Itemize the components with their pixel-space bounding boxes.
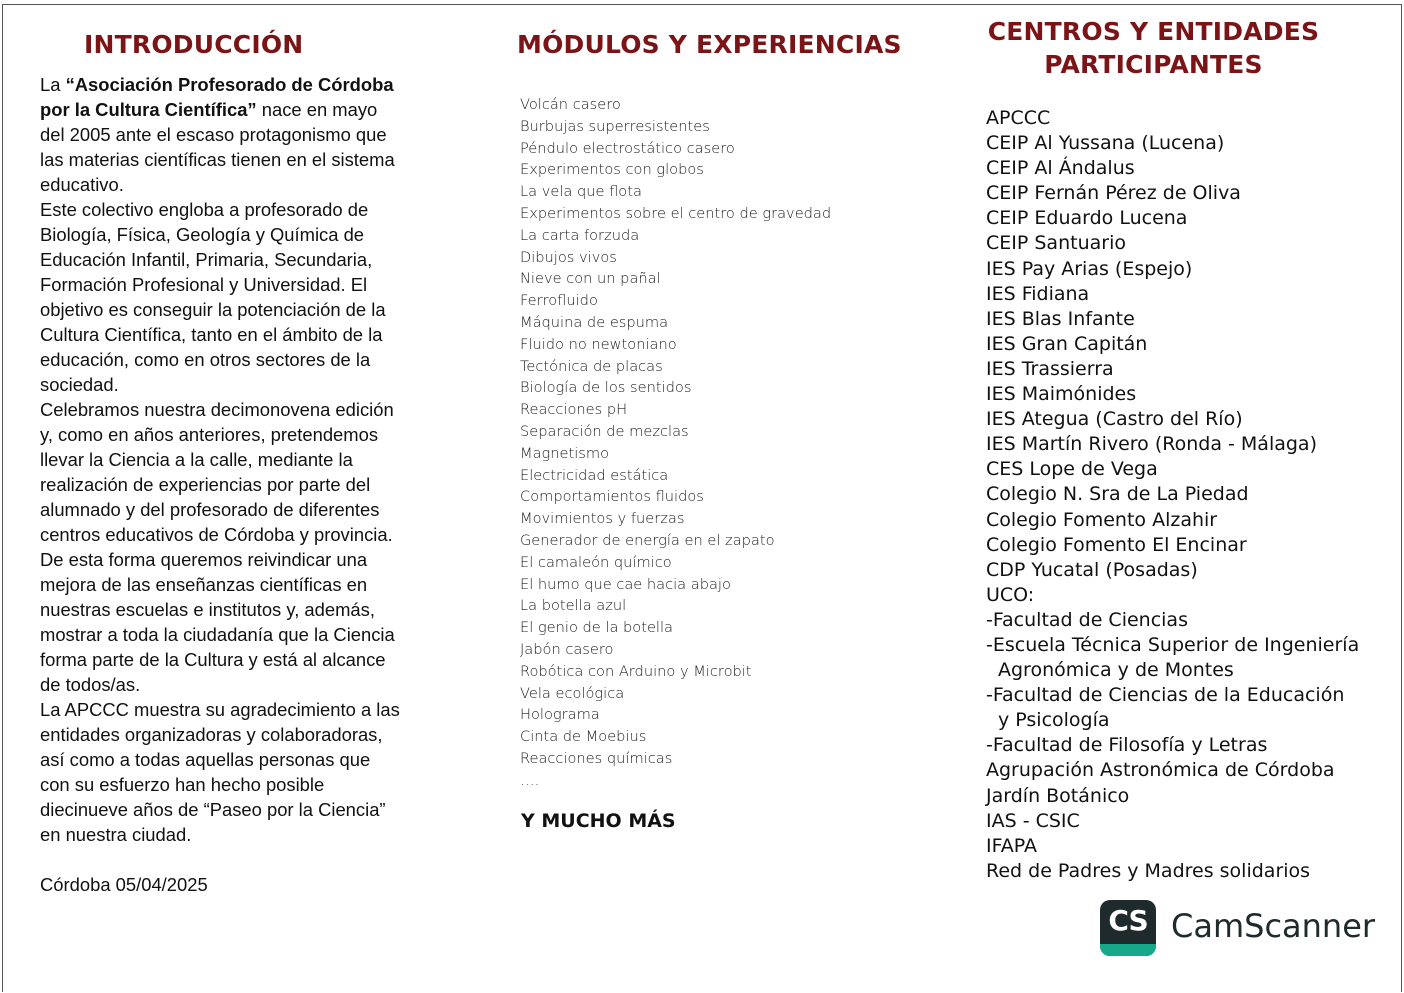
intro-paragraph-4: La APCCC muestra su agradecimiento a las entidades organizadoras y colaboradoras, así como a todas aquellas personas que con su esfuerzo han hecho posible diecinueve años de “Paseo por la Ciencia” en nuestra ciudad. bbox=[40, 699, 400, 845]
intro-p1-lead: La bbox=[40, 74, 66, 95]
module-item: Generador de energía en el zapato bbox=[520, 531, 775, 549]
date-line: Córdoba 05/04/2025 bbox=[40, 874, 208, 895]
modules-list bbox=[520, 94, 900, 792]
center-item: CEIP Fernán Pérez de Oliva bbox=[986, 182, 1241, 205]
center-item: IES Martín Rivero (Ronda - Málaga) bbox=[986, 433, 1317, 456]
module-item: Electricidad estática bbox=[520, 466, 669, 484]
intro-paragraph-2: Este colectivo engloba a profesorado de Biología, Física, Geología y Química de Educación Infantil, Primaria, Secundaria, Formación Profesional y Universidad. El objetivo es conseguir la potenciación de la Cultura Científica, tanto en el ámbito de la educación, como en otros sectores de la sociedad. bbox=[40, 199, 386, 395]
introduction-title: INTRODUCCIÓN bbox=[84, 30, 304, 59]
introduction-text bbox=[40, 72, 400, 897]
association-name: “Asociación Profesorado de Córdoba por la Cultura Científica” bbox=[40, 74, 394, 120]
module-item: La vela que flota bbox=[520, 183, 642, 201]
module-item: El camaleón químico bbox=[520, 553, 672, 571]
center-item: -Facultad de Filosofía y Letras bbox=[986, 734, 1268, 757]
module-item: El humo que cae hacia abajo bbox=[520, 575, 731, 593]
center-item: Agrupación Astronómica de Córdoba bbox=[986, 759, 1335, 782]
module-item: Máquina de espuma bbox=[520, 313, 669, 331]
camscanner-logo-bar bbox=[1100, 944, 1156, 956]
module-item: Burbujas superresistentes bbox=[520, 117, 710, 135]
intro-paragraph-3: Celebramos nuestra decimonovena edición y, como en años anteriores, pretendemos llevar la Ciencia a la calle, mediante la realización de experiencias por parte del alumnado y del profesorado de diferentes centros educativos de Córdoba y provincia. De esta forma queremos reivindicar una mejora de las enseñanzas científicas en nuestras escuelas e institutos y, además, mostrar a toda la ciudadanía que la Ciencia forma parte de la Cultura y está al alcance de todos/as. bbox=[40, 399, 395, 695]
centers-title: CENTROS Y ENTIDADES PARTICIPANTES bbox=[987, 17, 1320, 79]
center-item: Colegio Fomento El Encinar bbox=[986, 533, 1247, 556]
center-item: -Escuela Técnica Superior de Ingeniería bbox=[986, 633, 1360, 656]
centers-list bbox=[986, 106, 1386, 884]
center-item: y Psicología bbox=[998, 709, 1110, 732]
module-item: Magnetismo bbox=[520, 444, 610, 462]
center-item: CEIP Eduardo Lucena bbox=[986, 207, 1188, 230]
center-item: CEIP Al Yussana (Lucena) bbox=[986, 132, 1225, 155]
center-item: APCCC bbox=[986, 107, 1051, 129]
module-item: Vela ecológica bbox=[520, 684, 625, 702]
module-item: Movimientos y fuerzas bbox=[520, 510, 685, 528]
module-item: Holograma bbox=[520, 706, 600, 724]
module-item: Experimentos con globos bbox=[520, 161, 704, 179]
center-item: IES Trassierra bbox=[986, 357, 1114, 380]
center-item: IES Maimónides bbox=[986, 383, 1137, 406]
module-item: El genio de la botella bbox=[520, 619, 673, 637]
module-item: Nieve con un pañal bbox=[520, 270, 661, 288]
center-item: CEIP Santuario bbox=[986, 232, 1126, 255]
module-item: La carta forzuda bbox=[520, 226, 640, 244]
module-item: Ferrofluido bbox=[520, 292, 598, 310]
module-item: La botella azul bbox=[520, 597, 627, 615]
module-item: Volcán casero bbox=[520, 96, 621, 113]
center-item: -Facultad de Ciencias de la Educación bbox=[986, 684, 1345, 707]
module-item: Comportamientos fluidos bbox=[520, 488, 704, 506]
center-item: IES Pay Arias (Espejo) bbox=[986, 257, 1193, 280]
module-item: Separación de mezclas bbox=[520, 422, 689, 440]
center-item: -Facultad de Ciencias bbox=[986, 608, 1188, 631]
center-item: Colegio Fomento Alzahir bbox=[986, 508, 1218, 531]
modules-title: MÓDULOS Y EXPERIENCIAS bbox=[517, 30, 902, 59]
module-item: Dibujos vivos bbox=[520, 248, 617, 266]
module-item: Biología de los sentidos bbox=[520, 379, 692, 397]
center-item: UCO: bbox=[986, 583, 1035, 606]
module-item: Cinta de Moebius bbox=[520, 728, 647, 746]
camscanner-name: CamScanner bbox=[1171, 907, 1376, 945]
more-label: Y MUCHO MÁS bbox=[521, 810, 676, 832]
center-item: IFAPA bbox=[986, 834, 1038, 857]
camscanner-logo-icon bbox=[1100, 900, 1156, 956]
camscanner-logo-text: CS bbox=[1108, 904, 1148, 937]
center-item: Colegio N. Sra de La Piedad bbox=[986, 483, 1249, 506]
center-item: IAS - CSIC bbox=[986, 809, 1080, 832]
center-item: IES Fidiana bbox=[986, 282, 1090, 305]
center-item: IES Gran Capitán bbox=[986, 332, 1148, 355]
intro-paragraph-1 bbox=[40, 72, 400, 197]
center-item: IES Blas Infante bbox=[986, 307, 1135, 330]
center-item: Agronómica y de Montes bbox=[998, 659, 1234, 682]
center-item: Red de Padres y Madres solidarios bbox=[986, 859, 1311, 882]
intro-p1-rest: nace en mayo del 2005 ante el escaso protagonismo que las materias científicas tienen en el sistema educativo. bbox=[40, 99, 395, 195]
module-item: Fluido no newtoniano bbox=[520, 335, 677, 353]
center-item: CEIP Al Ándalus bbox=[986, 157, 1135, 180]
module-item: Experimentos sobre el centro de gravedad bbox=[520, 204, 832, 222]
module-item: …. bbox=[520, 771, 540, 789]
center-item: CES Lope de Vega bbox=[986, 458, 1158, 481]
module-item: Reacciones químicas bbox=[520, 749, 673, 767]
center-item: Jardín Botánico bbox=[986, 784, 1130, 807]
module-item: Péndulo electrostático casero bbox=[520, 139, 735, 157]
module-item: Reacciones pH bbox=[520, 401, 628, 419]
center-item: CDP Yucatal (Posadas) bbox=[986, 558, 1198, 581]
module-item: Jabón casero bbox=[520, 640, 614, 658]
center-item: IES Ategua (Castro del Río) bbox=[986, 408, 1243, 431]
module-item: Tectónica de placas bbox=[520, 357, 663, 375]
module-item: Robótica con Arduino y Microbit bbox=[520, 662, 752, 680]
